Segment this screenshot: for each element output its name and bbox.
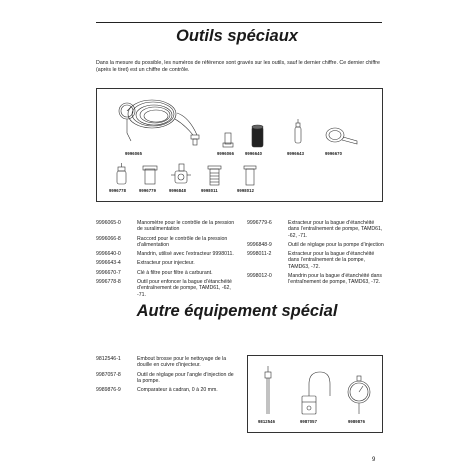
list-item: 9996066-8 Raccord pour le contrôle de la pression d’alimentation xyxy=(96,235,228,248)
gauge-hose-drawing xyxy=(119,100,199,145)
special-tools-illustration xyxy=(96,88,383,202)
equipment-label: 9989876 xyxy=(348,419,366,424)
tool-label: 9996778 xyxy=(109,188,127,193)
list-item: 9998011-2 Extracteur pour la bague d’étanchéité dans l’entraînement de la pompe, TAMD63, -72. xyxy=(247,251,375,270)
tool-label: 9998012 xyxy=(237,188,255,193)
tool-label: 9998011 xyxy=(201,188,218,193)
list-item: 9989876-9 Comparateur à cadran, 0 à 20 mm. xyxy=(96,387,218,394)
intro-paragraph: Dans la mesure du possible, les numéros de référence sont gravés sur les outils, sauf le dernier chiffre. Ce dernier chiffre (après le tiret) est un chiffre de contrôle. xyxy=(96,60,380,74)
filter-wrench-drawing xyxy=(326,128,357,144)
tool-label: 9996066 xyxy=(217,151,235,156)
list-item: 9812546-1 Embout brosse pour le nettoyage de la douille en cuivre d’injecteur. xyxy=(96,356,227,369)
list-item: 9996848-9 Outil de réglage pour la pompe d’injection xyxy=(247,241,384,248)
setting-tool-drawing xyxy=(302,372,330,414)
list-item: 9996779-6 Extracteur pour la bague d’étanchéité dans l’entraînement de pompe, TAMD61, -62, -71. xyxy=(247,220,383,239)
list-item: 9996778-8 Outil pour enfoncer la bague d’étanchéité d’entraînement de pompe, TAMD61, -62, -71. xyxy=(96,279,232,298)
dial-indicator-drawing xyxy=(348,376,370,414)
seal-driver-drawing xyxy=(117,163,126,184)
brush-drawing xyxy=(265,366,271,414)
equipment-label: 9812546 xyxy=(258,419,276,424)
injector-puller-drawing xyxy=(295,119,301,143)
list-item: 9996640-0 Mandrin, utilisé avec l’extracteur 9998011. xyxy=(96,251,234,258)
fitting-drawing xyxy=(223,133,233,147)
equipment-label: 9987057 xyxy=(300,419,318,424)
top-rule xyxy=(96,22,382,23)
list-item: 9996670-7 Clé à filtre pour filtre à carburant. xyxy=(96,269,213,276)
equipment-list xyxy=(96,356,236,396)
seal-puller-drawing xyxy=(143,166,157,184)
page-title: Outils spéciaux xyxy=(176,27,298,45)
tool-label: 9996848 xyxy=(169,188,187,193)
tool-label: 9996643 xyxy=(287,151,305,156)
list-item: 9996065-0 Manomètre pour le contrôle de la pression de suralimentation xyxy=(96,220,235,233)
tools-list-left xyxy=(96,220,236,301)
extractor-drawing xyxy=(208,166,221,185)
mandrel-drawing xyxy=(252,125,263,147)
tool-label: 9996640 xyxy=(245,151,263,156)
page-number: 9 xyxy=(372,457,376,463)
tool-label: 9996779 xyxy=(139,188,157,193)
equipment-illustration xyxy=(247,355,383,433)
list-item: 9998012-0 Mandrin pour la bague d’étanchéité dans l’entraînement de pompe, TAMD63, -72. xyxy=(247,273,383,286)
list-item: 9987057-8 Outil de réglage pour l’angle d’injection de la pompe. xyxy=(96,371,234,384)
tools-list-right xyxy=(247,220,385,289)
section-title: Autre équipement spécial xyxy=(136,302,338,320)
tool-label: 9996670 xyxy=(325,151,343,156)
pump-setting-tool-drawing xyxy=(171,164,191,183)
tool-label: 9996065 xyxy=(125,151,143,156)
mandrel-2-drawing xyxy=(244,166,256,185)
list-item: 9996643-4 Extracteur pour injecteur. xyxy=(96,260,195,267)
tools-drawing xyxy=(97,89,384,203)
